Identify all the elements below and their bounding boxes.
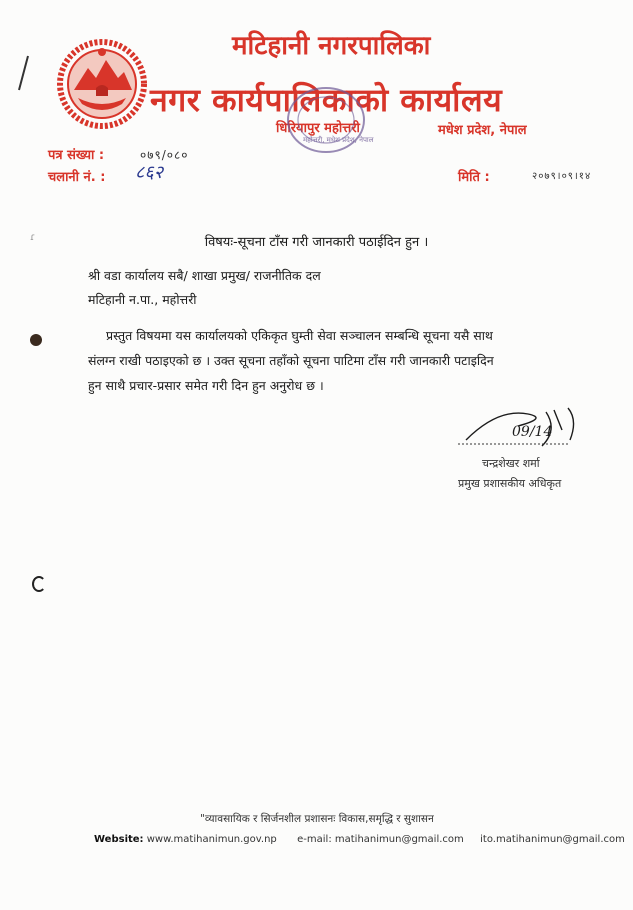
nepal-emblem-icon xyxy=(56,38,148,130)
signatory-name: चन्द्रशेखर शर्मा xyxy=(482,457,540,470)
punch-hole-top xyxy=(30,334,42,346)
date-label: मिति : xyxy=(458,170,490,185)
letter-subject: विषयः-सूचना टाँस गरी जानकारी पठाईदिन हुन । xyxy=(204,235,429,250)
province-name: मधेश प्रदेश, नेपाल xyxy=(438,123,527,138)
email-label: e-mail: xyxy=(297,834,332,845)
body-line-2: संलग्न राखी पठाइएको छ । उक्त सूचना तहाँको सूचना पाटिमा टाँस गरी जानकारी पटाइदिन xyxy=(88,353,494,368)
office-stamp-icon xyxy=(284,84,368,156)
office-title: नगर कार्यपालिकाको कार्यालय xyxy=(150,81,503,119)
recipient-line-2: मटिहानी न.पा., महोत्तरी xyxy=(88,292,197,307)
recipient-line-1: श्री वडा कार्यालय सबै/ शाखा प्रमुख/ राजनीतिक दल xyxy=(88,268,321,283)
body-line-3: हुन साथै प्रचार-प्रसार समेत गरी दिन हुन अनुरोध छ । xyxy=(88,378,324,393)
margin-mark xyxy=(14,52,34,94)
email-link[interactable]: matihanimun@gmail.com xyxy=(334,834,464,845)
patra-sankhya-label: पत्र संख्या : xyxy=(48,148,105,163)
ito-email-link[interactable]: ito.matihanimun@gmail.com xyxy=(480,834,625,845)
signatory-title: प्रमुख प्रशासकीय अधिकृत xyxy=(458,477,562,490)
municipality-name: मटिहानी नगरपालिका xyxy=(232,31,431,61)
stamp-text: महोत्तरी, मधेश प्रदेश, नेपाल xyxy=(303,136,374,144)
patra-sankhya-value: ०७९/०८० xyxy=(140,148,189,162)
signature-date: 09/14 xyxy=(512,424,553,440)
punch-hole-bottom xyxy=(32,576,46,592)
footer-motto: "व्यावसायिक र सिर्जनशील प्रशासनः विकास,समृद्धि र सुशासन xyxy=(200,813,434,825)
website-link[interactable]: www.matihanimun.gov.np xyxy=(146,834,277,845)
chalani-value: ८६२ xyxy=(135,162,164,183)
margin-mark-small: ɾ xyxy=(30,232,36,243)
date-value: २०७९।०९।१४ xyxy=(532,171,592,182)
chalani-label: चलानी नं. : xyxy=(48,170,106,185)
office-location: धिरियापुर महोत्तरी xyxy=(276,121,360,136)
footer-contact xyxy=(94,834,625,845)
body-line-1: प्रस्तुत विषयमा यस कार्यालयको एकिकृत घुम्ती सेवा सञ्चालन सम्बन्धि सूचना यसै साथ xyxy=(106,328,493,343)
website-label: Website: xyxy=(94,834,144,845)
